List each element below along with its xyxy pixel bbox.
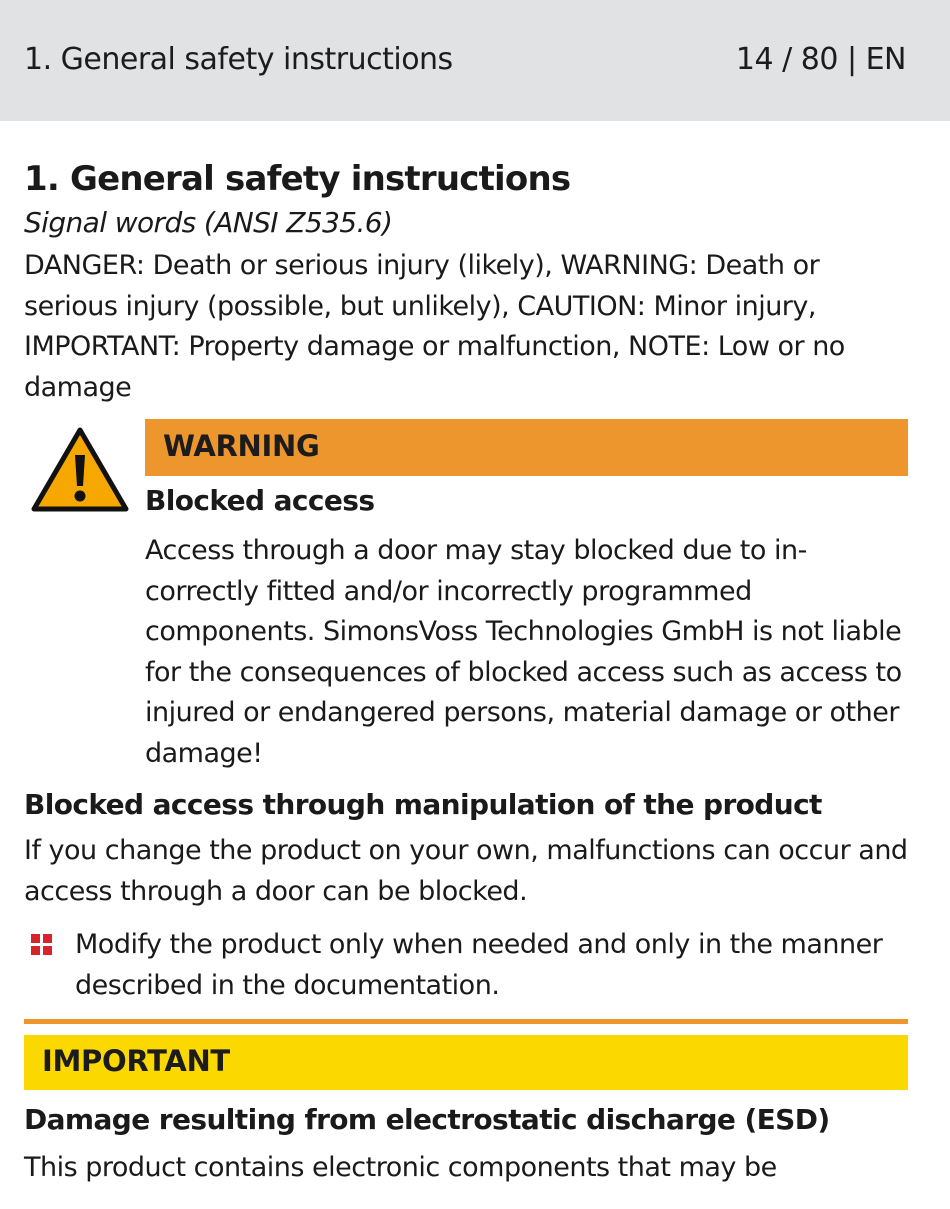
page-title: 1. General safety instructions (24, 159, 571, 199)
important-label: IMPORTANT (42, 1044, 230, 1078)
page-header (0, 0, 950, 121)
list-item-text: Modify the product only when needed and only in the manner described in the documentation. (75, 929, 883, 1001)
document-content (24, 159, 908, 1189)
warning-body: Access through a door may stay blocked due to incorrectly fitted and/or incorrectly programmed components. SimonsVoss Technologies GmbH is not liable for the consequences of blocked access such as access to injured or endangered persons, material damage or other damage! (145, 535, 902, 769)
important-banner (24, 1035, 908, 1090)
signal-words-subtitle: Signal words (ANSI Z535.6) (24, 206, 393, 239)
section-divider (24, 1019, 908, 1024)
warning-block (24, 419, 908, 773)
header-section-title: 1. General safety instructions (24, 42, 453, 77)
header-page-indicator: 14 / 80 | EN (735, 42, 906, 77)
esd-body: This product contains electronic components that may be (24, 1152, 777, 1183)
red-grid-bullet-icon (31, 934, 53, 956)
warning-label: WARNING (163, 429, 320, 463)
warning-triangle-icon (30, 425, 130, 515)
esd-heading: Damage resulting from electrostatic discharge (ESD) (24, 1103, 830, 1136)
list-item (24, 924, 908, 1006)
warning-heading: Blocked access (145, 484, 375, 517)
manipulation-body: If you change the product on your own, malfunctions can occur and access through a door can be blocked. (24, 835, 908, 907)
signal-words-text: DANGER: Death or serious injury (likely), WARNING: Death or serious injury (possible, but unlikely), CAUTION: Minor injury, IMPORTANT: Property damage or malfunction, NOTE: Low or no damage (24, 250, 845, 403)
warning-banner (145, 419, 908, 476)
manipulation-heading: Blocked access through manipulation of the product (24, 788, 822, 821)
